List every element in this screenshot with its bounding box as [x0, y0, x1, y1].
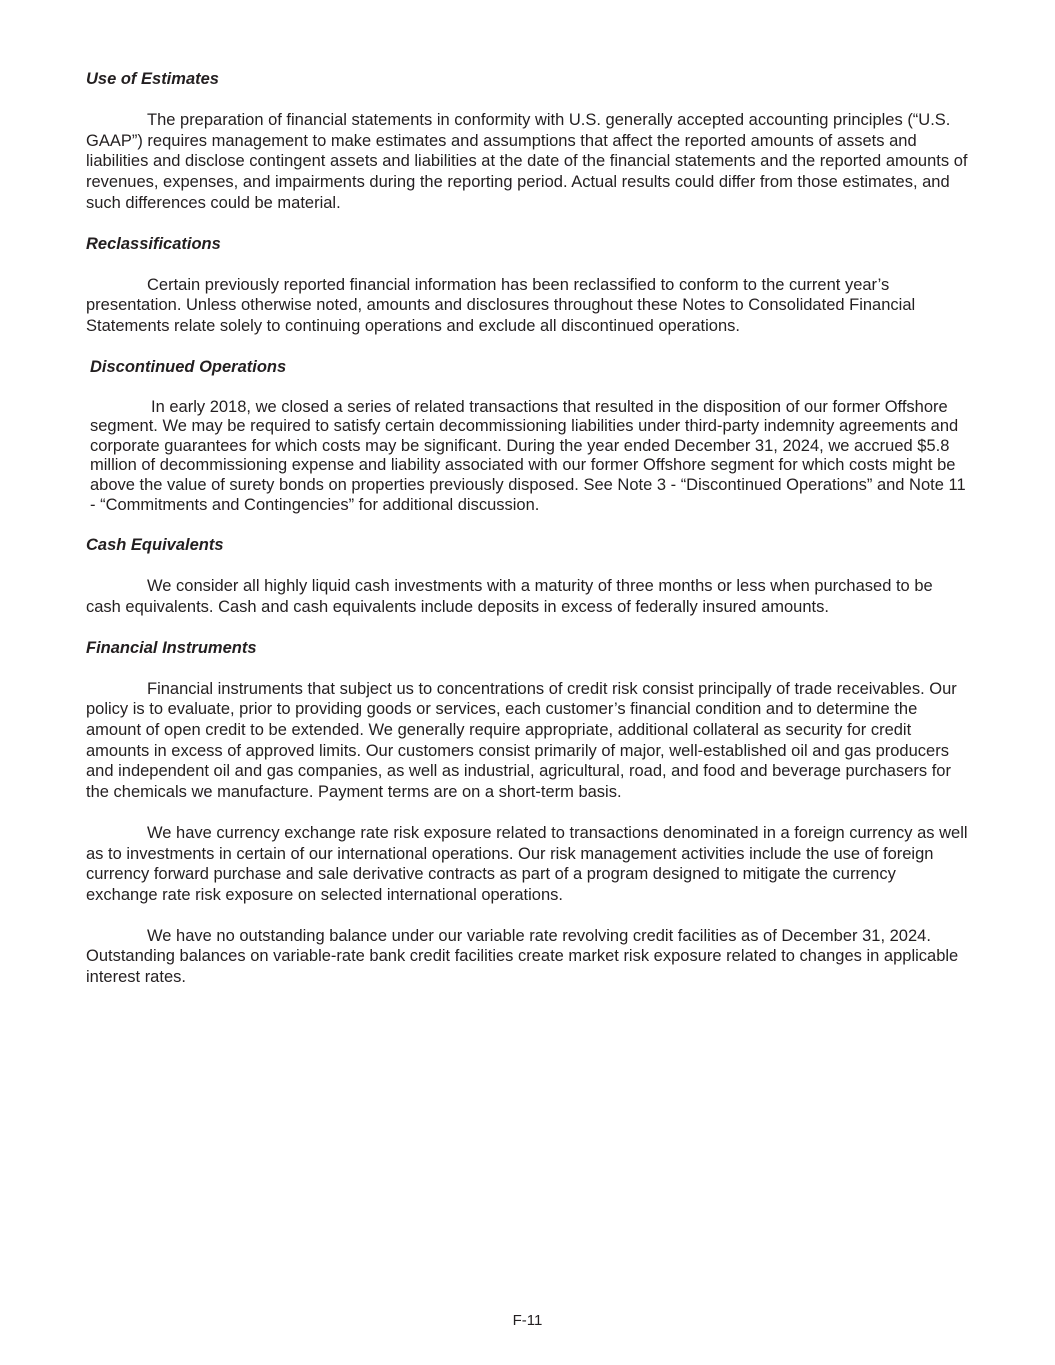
section-paragraph: Financial instruments that subject us to concentrations of credit risk consist principally of trade receivables. Our policy is to evaluate, prior to providing goods or services, each customer’s financial condition and to determine the amount of open credit to be extended. We generally require appropriate, additional collateral as security for credit amounts in excess of approved limits. Our customers consist primarily of major, well-established oil and gas producers and independent oil and gas companies, as well as industrial, agricultural, road, and food and beverage purchasers for the chemicals we manufacture. Payment terms are on a short-term basis. — [86, 679, 957, 802]
section-paragraph: In early 2018, we closed a series of related transactions that resulted in the disposition of our former Offshore segment. We may be required to satisfy certain decommissioning liabilities under third-party indemnity agreements and corporate guarantees for which costs may be significant. During the year ended December 31, 2024, we accrued $5.8 million of decommissioning expense and liability associated with our former Offshore segment for which costs might be above the value of surety bonds on properties previously disposed. See Note 3 - “Discontinued Operations” and Note 11 - “Commitments and Contingencies” for additional discussion. — [90, 397, 966, 514]
section-paragraph: The preparation of financial statements in conformity with U.S. generally accepted accounting principles (“U.S. GAAP”) requires management to make estimates and assumptions that affect the reported amounts of assets and liabilities and disclose contingent assets and liabilities at the date of the financial statements and the reported amounts of revenues, expenses, and impairments during the reporting period. Actual results could differ from those estimates, and such differences could be material. — [86, 111, 968, 212]
section-paragraph: Certain previously reported financial information has been reclassified to conform to the current year’s presentation. Unless otherwise noted, amounts and disclosures throughout these Notes to Consolidated Financial Statements relate solely to continuing operations and exclude all discontinued operations. — [86, 275, 916, 335]
section-paragraph: We have no outstanding balance under our variable rate revolving credit facilities as of December 31, 2024. Outstanding balances on variable-rate bank credit facilities create market risk exposure related to changes in applicable interest rates. — [86, 926, 959, 987]
section-heading: Use of Estimates — [86, 70, 219, 88]
section-reclassifications — [86, 234, 970, 337]
section-heading: Reclassifications — [86, 234, 221, 253]
section-discontinued-operations — [86, 357, 970, 516]
section-heading: Financial Instruments — [86, 638, 257, 657]
section-heading: Discontinued Operations — [90, 357, 287, 376]
section-use-of-estimates — [86, 69, 970, 214]
document-body — [86, 69, 970, 1008]
page-number: F-11 — [512, 1312, 543, 1329]
section-heading: Cash Equivalents — [86, 536, 224, 555]
section-financial-instruments — [86, 638, 970, 988]
section-cash-equivalents — [86, 535, 970, 617]
section-paragraph: We have currency exchange rate risk exposure related to transactions denominated in a foreign currency as well as to investments in certain of our international operations. Our risk management activities include the use of foreign currency forward purchase and sale derivative contracts as part of a program designed to mitigate the currency exchange rate risk exposure on selected international operations. — [86, 823, 968, 904]
section-paragraph: We consider all highly liquid cash investments with a maturity of three months or less when purchased to be cash equivalents. Cash and cash equivalents include deposits in excess of federally insured amounts. — [86, 577, 933, 616]
